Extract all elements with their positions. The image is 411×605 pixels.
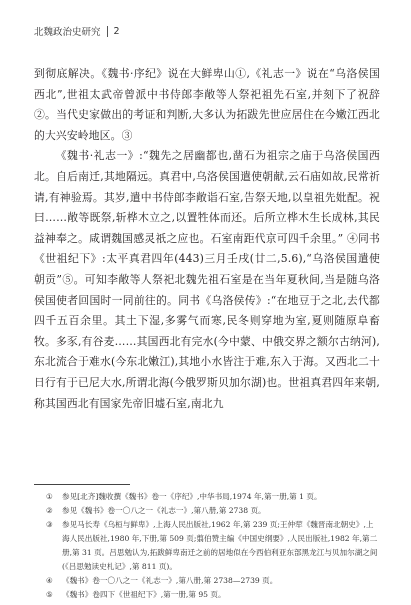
footnote-1: [46, 490, 380, 504]
footnote-marker: ③: [46, 520, 53, 529]
paragraph-continuation: 到彻底解决。《魏书·序纪》说在大鲜卑山①,《礼志一》说在“乌洛侯国西北”,世祖太武帝曾派中书侍郎李敞等人祭祀祖先石室,并刻下了祝辞②。当代史家做出的考证和判断,大多认为拓跋先世应居住在今嫩江西北的大兴安岭地区。③: [34, 67, 380, 142]
header-separator: [107, 26, 108, 37]
running-header: [34, 24, 120, 38]
paragraph: 《魏书·礼志一》:“魏先之居幽都也,凿石为祖宗之庙于乌洛侯国西北。自后南迁,其地隔远。真君中,乌洛侯国遣使朝献,云石庙如故,民常祈请,有神验焉。其岁,遣中书侍郎李敞诣石室,告祭天地,以皇祖先妣配。祝曰……敞等既祭,斩桦木立之,以置牲体而还。后所立桦木生长成林,其民益神奉之。咸谓魏国感灵祇之应也。石室南距代京可四千余里。” ④同书《世祖纪下》:太平真君四年(443)三月壬戌(廿二,5.6),“乌洛侯国遣使朝贡”⑤。可知李敞等人祭祀北魏先祖石室是在当年夏秋间,当是随乌洛侯国使者回国时一同前往的。同书《乌洛侯传》:“在地豆于之北,去代都四千五百余里。其土下湿,多雾气而寒,民冬则穿地为室,夏则随原阜畜牧。多豕,有谷麦……其国西北有完水(今中蒙、中俄交界之额尔古纳河),东北流合于难水(今东北嫩江),其地小水皆注于难,东入于海。又西北二十日行有于已尼大水,所谓北海(今俄罗斯贝加尔湖)也。世祖真君四年来朝,称其国西北有国家先帝旧墟石室,南北九: [34, 149, 380, 410]
footnote-marker: ②: [46, 506, 53, 515]
footnote-text: 参见马长寿《乌桓与鲜卑》,上海人民出版社,1962 年,第 239 页;王仲荦《魏晋南北朝史》,上海人民出版社,1980 年,下册,第 509 页;翦伯赞主编《中国史纲要》,人民出版社,1982 年,第二册,第 31 页。吕思勉认为,拓跋鲜卑南迁之前的居地似在今西伯利亚东部黑龙江与贝加尔湖之间(《吕思勉读史札记》,第 811 页)。: [62, 520, 378, 571]
footnote-text: 《魏书》卷一〇八之一《礼志一》,第八册,第 2738—2739 页。: [62, 576, 278, 585]
footnote-2: [46, 504, 380, 518]
main-text: [34, 64, 380, 414]
book-title: 北魏政治史研究: [34, 27, 101, 38]
footnote-text: 《魏书》卷四下《世祖纪下》,第一册,第 95 页。: [62, 590, 226, 599]
footnotes: [46, 490, 380, 602]
footnote-text: 参见[北齐]魏收撰《魏书》卷一《序纪》,中华书局,1974 年,第一册,第 1 页。: [62, 492, 322, 501]
footnote-5: [46, 588, 380, 602]
footnote-marker: ①: [46, 492, 53, 501]
footnote-text: 参见《魏书》卷一〇八之一《礼志一》,第八册,第 2738 页。: [62, 506, 266, 515]
page-number: 2: [113, 25, 120, 37]
footnote-3: [46, 518, 380, 574]
footnote-marker: ④: [46, 576, 53, 585]
footnote-divider: [34, 484, 130, 485]
footnote-marker: ⑤: [46, 590, 53, 599]
footnote-4: [46, 574, 380, 588]
